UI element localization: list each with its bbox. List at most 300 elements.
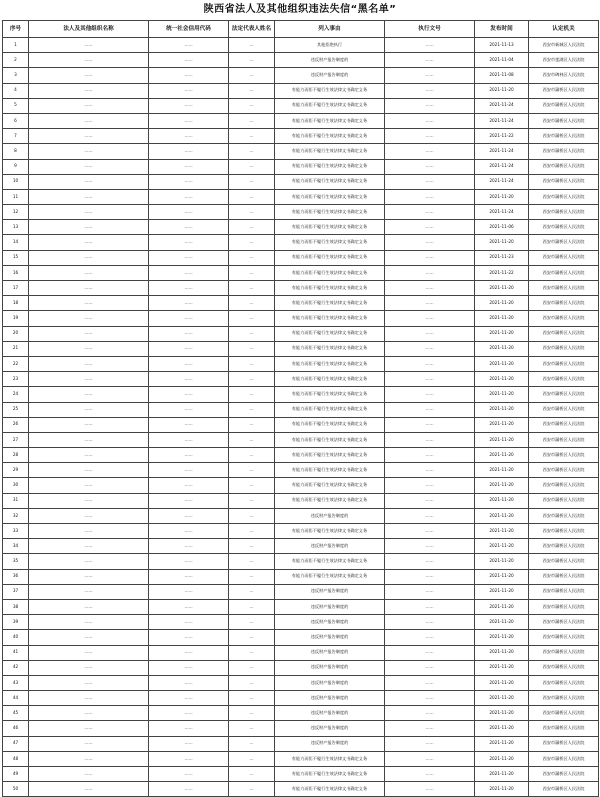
publish-date-cell: 2021-11-22 (475, 265, 529, 280)
row-number-cell: 29 (3, 463, 29, 478)
publish-date-cell: 2021-11-06 (475, 220, 529, 235)
credit-code-cell: …… (149, 53, 229, 68)
authority-cell: 西安市灨桥区人民法院 (529, 83, 599, 98)
legal-rep-cell: … (229, 615, 275, 630)
legal-rep-cell: … (229, 508, 275, 523)
document-number-cell: …… (385, 751, 475, 766)
table-row (3, 250, 599, 265)
table-row (3, 615, 599, 630)
table-row (3, 68, 599, 83)
organization-name-cell: …… (29, 478, 149, 493)
credit-code-cell: …… (149, 68, 229, 83)
row-number-cell: 50 (3, 782, 29, 797)
publish-date-cell: 2021-11-20 (475, 736, 529, 751)
row-number-cell: 14 (3, 235, 29, 250)
legal-rep-cell: … (229, 569, 275, 584)
publish-date-cell: 2021-11-20 (475, 326, 529, 341)
document-number-cell: …… (385, 493, 475, 508)
organization-name-cell: …… (29, 68, 149, 83)
reason-cell: 违反财产报告制度的 (275, 630, 385, 645)
document-number-cell: …… (385, 98, 475, 113)
table-row (3, 83, 599, 98)
credit-code-cell: …… (149, 387, 229, 402)
authority-cell: 西安市灨桥区人民法院 (529, 569, 599, 584)
row-number-cell: 11 (3, 189, 29, 204)
credit-code-cell: …… (149, 356, 229, 371)
credit-code-cell: …… (149, 235, 229, 250)
publish-date-cell: 2021-11-20 (475, 432, 529, 447)
organization-name-cell: …… (29, 736, 149, 751)
table-header-row (3, 21, 599, 38)
table-row (3, 113, 599, 128)
row-number-cell: 8 (3, 144, 29, 159)
row-number-cell: 44 (3, 691, 29, 706)
row-number-cell: 12 (3, 205, 29, 220)
page-title: 陕西省法人及其他组织违法失信“黑名单” (203, 4, 397, 15)
organization-name-cell: …… (29, 432, 149, 447)
organization-name-cell: …… (29, 341, 149, 356)
table-row (3, 281, 599, 296)
credit-code-cell: …… (149, 326, 229, 341)
authority-cell: 西安市新城区人民法院 (529, 38, 599, 53)
table-row (3, 205, 599, 220)
reason-cell: 有能力而拒不履行生效法律文书确定义务 (275, 250, 385, 265)
publish-date-cell: 2021-11-20 (475, 767, 529, 782)
reason-cell: 违反财产报告制度的 (275, 706, 385, 721)
authority-cell: 西安市灨桥区人民法院 (529, 281, 599, 296)
credit-code-cell: …… (149, 205, 229, 220)
table-row (3, 782, 599, 797)
credit-code-cell: …… (149, 630, 229, 645)
reason-cell: 违反财产报告制度的 (275, 599, 385, 614)
legal-rep-cell: … (229, 265, 275, 280)
credit-code-cell: …… (149, 83, 229, 98)
reason-cell: 有能力而拒不履行生效法律文书确定义务 (275, 448, 385, 463)
legal-rep-cell: … (229, 174, 275, 189)
publish-date-cell: 2021-11-20 (475, 448, 529, 463)
credit-code-cell: …… (149, 448, 229, 463)
legal-rep-cell: … (229, 493, 275, 508)
table-row (3, 478, 599, 493)
authority-cell: 西安市灨桥区人民法院 (529, 326, 599, 341)
table-row (3, 189, 599, 204)
table-row (3, 265, 599, 280)
row-number-cell: 31 (3, 493, 29, 508)
legal-rep-cell: … (229, 205, 275, 220)
organization-name-cell: …… (29, 311, 149, 326)
row-number-cell: 27 (3, 432, 29, 447)
legal-rep-cell: … (229, 736, 275, 751)
publish-date-cell: 2021-11-20 (475, 189, 529, 204)
authority-cell: 西安市灨桥区人民法院 (529, 645, 599, 660)
table-row (3, 372, 599, 387)
document-number-cell: …… (385, 463, 475, 478)
organization-name-cell: …… (29, 220, 149, 235)
document-number-cell: …… (385, 235, 475, 250)
row-number-cell: 7 (3, 129, 29, 144)
legal-rep-cell: … (229, 463, 275, 478)
publish-date-cell: 2021-11-20 (475, 721, 529, 736)
row-number-cell: 22 (3, 356, 29, 371)
publish-date-cell: 2021-11-22 (475, 129, 529, 144)
publish-date-cell: 2021-11-20 (475, 675, 529, 690)
organization-name-cell: …… (29, 751, 149, 766)
table-row (3, 448, 599, 463)
reason-cell: 有能力而拒不履行生效法律文书确定义务 (275, 372, 385, 387)
authority-cell: 西安市灨桥区人民法院 (529, 782, 599, 797)
document-number-cell: …… (385, 478, 475, 493)
organization-name-cell: …… (29, 356, 149, 371)
reason-cell: 有能力而拒不履行生效法律文书确定义务 (275, 296, 385, 311)
authority-cell: 西安市灨桥区人民法院 (529, 660, 599, 675)
row-number-cell: 35 (3, 554, 29, 569)
organization-name-cell: …… (29, 53, 149, 68)
document-number-cell: …… (385, 68, 475, 83)
table-row (3, 721, 599, 736)
row-number-cell: 46 (3, 721, 29, 736)
legal-rep-cell: … (229, 53, 275, 68)
document-number-cell: …… (385, 326, 475, 341)
table-row (3, 235, 599, 250)
row-number-cell: 45 (3, 706, 29, 721)
row-number-cell: 16 (3, 265, 29, 280)
row-number-cell: 9 (3, 159, 29, 174)
document-number-cell: …… (385, 554, 475, 569)
table-row (3, 599, 599, 614)
legal-rep-cell: … (229, 721, 275, 736)
publish-date-cell: 2021-11-20 (475, 660, 529, 675)
organization-name-cell: …… (29, 524, 149, 539)
reason-cell: 其他拒绝执行 (275, 38, 385, 53)
credit-code-cell: …… (149, 174, 229, 189)
table-row (3, 463, 599, 478)
reason-cell: 有能力而拒不履行生效法律文书确定义务 (275, 144, 385, 159)
document-number-cell: …… (385, 83, 475, 98)
table-row (3, 402, 599, 417)
credit-code-cell: …… (149, 493, 229, 508)
legal-rep-cell: … (229, 68, 275, 83)
reason-cell: 有能力而拒不履行生效法律文书确定义务 (275, 767, 385, 782)
organization-name-cell: …… (29, 402, 149, 417)
publish-date-cell: 2021-11-20 (475, 691, 529, 706)
credit-code-cell: …… (149, 159, 229, 174)
organization-name-cell: …… (29, 584, 149, 599)
reason-cell: 违反财产报告制度的 (275, 645, 385, 660)
reason-cell: 有能力而拒不履行生效法律文书确定义务 (275, 83, 385, 98)
reason-cell: 有能力而拒不履行生效法律文书确定义务 (275, 341, 385, 356)
document-number-cell: …… (385, 311, 475, 326)
publish-date-cell: 2021-11-20 (475, 782, 529, 797)
authority-cell: 西安市灨桥区人民法院 (529, 417, 599, 432)
document-number-cell: …… (385, 341, 475, 356)
legal-rep-cell: … (229, 432, 275, 447)
credit-code-cell: …… (149, 129, 229, 144)
reason-cell: 有能力而拒不履行生效法律文书确定义务 (275, 129, 385, 144)
reason-cell: 有能力而拒不履行生效法律文书确定义务 (275, 98, 385, 113)
organization-name-cell: …… (29, 83, 149, 98)
credit-code-cell: …… (149, 751, 229, 766)
legal-rep-cell: … (229, 417, 275, 432)
document-number-cell: …… (385, 615, 475, 630)
document-number-cell: …… (385, 174, 475, 189)
table-row (3, 539, 599, 554)
reason-cell: 有能力而拒不履行生效法律文书确定义务 (275, 463, 385, 478)
credit-code-cell: …… (149, 189, 229, 204)
publish-date-cell: 2021-11-20 (475, 569, 529, 584)
reason-cell: 有能力而拒不履行生效法律文书确定义务 (275, 265, 385, 280)
document-number-cell: …… (385, 129, 475, 144)
legal-rep-cell: … (229, 144, 275, 159)
document-number-cell: …… (385, 645, 475, 660)
row-number-cell: 40 (3, 630, 29, 645)
organization-name-cell: …… (29, 144, 149, 159)
reason-cell: 有能力而拒不履行生效法律文书确定义务 (275, 205, 385, 220)
authority-cell: 西安市灨桥区人民法院 (529, 463, 599, 478)
reason-cell: 有能力而拒不履行生效法律文书确定义务 (275, 402, 385, 417)
publish-date-cell: 2021-11-24 (475, 144, 529, 159)
publish-date-cell: 2021-11-20 (475, 630, 529, 645)
reason-cell: 有能力而拒不履行生效法律文书确定义务 (275, 493, 385, 508)
document-number-cell: …… (385, 630, 475, 645)
organization-name-cell: …… (29, 235, 149, 250)
organization-name-cell: …… (29, 205, 149, 220)
row-number-cell: 17 (3, 281, 29, 296)
organization-name-cell: …… (29, 645, 149, 660)
document-number-cell: …… (385, 38, 475, 53)
publish-date-cell: 2021-11-20 (475, 539, 529, 554)
row-number-cell: 34 (3, 539, 29, 554)
organization-name-cell: …… (29, 98, 149, 113)
organization-name-cell: …… (29, 660, 149, 675)
row-number-cell: 37 (3, 584, 29, 599)
row-number-cell: 42 (3, 660, 29, 675)
credit-code-cell: …… (149, 615, 229, 630)
reason-cell: 有能力而拒不履行生效法律文书确定义务 (275, 417, 385, 432)
column-header: 列入事由 (275, 21, 385, 38)
table-row (3, 220, 599, 235)
credit-code-cell: …… (149, 417, 229, 432)
row-number-cell: 10 (3, 174, 29, 189)
reason-cell: 有能力而拒不履行生效法律文书确定义务 (275, 432, 385, 447)
authority-cell: 西安市灨桥区人民法院 (529, 539, 599, 554)
table-row (3, 144, 599, 159)
authority-cell: 西安市灨桥区人民法院 (529, 235, 599, 250)
table-row (3, 630, 599, 645)
credit-code-cell: …… (149, 599, 229, 614)
reason-cell: 有能力而拒不履行生效法律文书确定义务 (275, 478, 385, 493)
publish-date-cell: 2021-11-20 (475, 706, 529, 721)
legal-rep-cell: … (229, 645, 275, 660)
reason-cell: 违反财产报告制度的 (275, 584, 385, 599)
authority-cell: 西安市灨桥区人民法院 (529, 767, 599, 782)
organization-name-cell: …… (29, 250, 149, 265)
publish-date-cell: 2021-11-20 (475, 402, 529, 417)
table-row (3, 311, 599, 326)
publish-date-cell: 2021-11-20 (475, 281, 529, 296)
organization-name-cell: …… (29, 113, 149, 128)
authority-cell: 西安市灨桥区人民法院 (529, 387, 599, 402)
authority-cell: 西安市灨桥区人民法院 (529, 675, 599, 690)
document-number-cell: …… (385, 205, 475, 220)
row-number-cell: 3 (3, 68, 29, 83)
row-number-cell: 2 (3, 53, 29, 68)
document-number-cell: …… (385, 296, 475, 311)
authority-cell: 西安市灨桥区人民法院 (529, 98, 599, 113)
organization-name-cell: …… (29, 174, 149, 189)
credit-code-cell: …… (149, 721, 229, 736)
reason-cell: 违反财产报告制度的 (275, 539, 385, 554)
authority-cell: 西安市灨桥区人民法院 (529, 478, 599, 493)
authority-cell: 西安市灨桥区人民法院 (529, 372, 599, 387)
authority-cell: 西安市灨桥区人民法院 (529, 159, 599, 174)
column-header: 序号 (3, 21, 29, 38)
authority-cell: 西安市灨桥区人民法院 (529, 341, 599, 356)
organization-name-cell: …… (29, 281, 149, 296)
organization-name-cell: …… (29, 691, 149, 706)
authority-cell: 西安市灨桥区人民法院 (529, 706, 599, 721)
document-number-cell: …… (385, 372, 475, 387)
row-number-cell: 23 (3, 372, 29, 387)
table-row (3, 767, 599, 782)
table-row (3, 341, 599, 356)
legal-rep-cell: … (229, 129, 275, 144)
publish-date-cell: 2021-11-20 (475, 83, 529, 98)
organization-name-cell: …… (29, 630, 149, 645)
legal-rep-cell: … (229, 296, 275, 311)
publish-date-cell: 2021-11-20 (475, 599, 529, 614)
credit-code-cell: …… (149, 782, 229, 797)
organization-name-cell: …… (29, 448, 149, 463)
legal-rep-cell: … (229, 83, 275, 98)
document-number-cell: …… (385, 189, 475, 204)
authority-cell: 西安市莲湖区人民法院 (529, 53, 599, 68)
credit-code-cell: …… (149, 554, 229, 569)
row-number-cell: 30 (3, 478, 29, 493)
table-row (3, 159, 599, 174)
table-row (3, 675, 599, 690)
credit-code-cell: …… (149, 144, 229, 159)
document-number-cell: …… (385, 721, 475, 736)
legal-rep-cell: … (229, 767, 275, 782)
legal-rep-cell: … (229, 387, 275, 402)
organization-name-cell: …… (29, 675, 149, 690)
table-row (3, 38, 599, 53)
document-number-cell: …… (385, 706, 475, 721)
organization-name-cell: …… (29, 767, 149, 782)
document-number-cell: …… (385, 736, 475, 751)
credit-code-cell: …… (149, 265, 229, 280)
credit-code-cell: …… (149, 645, 229, 660)
organization-name-cell: …… (29, 569, 149, 584)
table-row (3, 432, 599, 447)
reason-cell: 有能力而拒不履行生效法律文书确定义务 (275, 159, 385, 174)
legal-rep-cell: … (229, 675, 275, 690)
credit-code-cell: …… (149, 432, 229, 447)
credit-code-cell: …… (149, 524, 229, 539)
reason-cell: 有能力而拒不履行生效法律文书确定义务 (275, 220, 385, 235)
row-number-cell: 47 (3, 736, 29, 751)
credit-code-cell: …… (149, 402, 229, 417)
authority-cell: 西安市灨桥区人民法院 (529, 174, 599, 189)
document-number-cell: …… (385, 660, 475, 675)
authority-cell: 西安市灨桥区人民法院 (529, 402, 599, 417)
document-number-cell: …… (385, 539, 475, 554)
organization-name-cell: …… (29, 189, 149, 204)
row-number-cell: 24 (3, 387, 29, 402)
authority-cell: 西安市灨桥区人民法院 (529, 356, 599, 371)
row-number-cell: 36 (3, 569, 29, 584)
reason-cell: 违反财产报告制度的 (275, 721, 385, 736)
publish-date-cell: 2021-11-24 (475, 174, 529, 189)
publish-date-cell: 2021-11-20 (475, 296, 529, 311)
authority-cell: 西安市灨桥区人民法院 (529, 432, 599, 447)
reason-cell: 有能力而拒不履行生效法律文书确定义务 (275, 326, 385, 341)
reason-cell: 有能力而拒不履行生效法律文书确定义务 (275, 356, 385, 371)
credit-code-cell: …… (149, 675, 229, 690)
document-number-cell: …… (385, 220, 475, 235)
document-number-cell: …… (385, 144, 475, 159)
document-number-cell: …… (385, 250, 475, 265)
authority-cell: 西安市灨桥区人民法院 (529, 250, 599, 265)
legal-rep-cell: … (229, 782, 275, 797)
credit-code-cell: …… (149, 296, 229, 311)
authority-cell: 西安市灨桥区人民法院 (529, 691, 599, 706)
reason-cell: 违反财产报告制度的 (275, 660, 385, 675)
document-number-cell: …… (385, 356, 475, 371)
document-number-cell: …… (385, 767, 475, 782)
reason-cell: 有能力而拒不履行生效法律文书确定义务 (275, 189, 385, 204)
credit-code-cell: …… (149, 98, 229, 113)
credit-code-cell: …… (149, 584, 229, 599)
document-number-cell: …… (385, 448, 475, 463)
authority-cell: 西安市灨桥区人民法院 (529, 220, 599, 235)
row-number-cell: 38 (3, 599, 29, 614)
authority-cell: 西安市灨桥区人民法院 (529, 554, 599, 569)
legal-rep-cell: … (229, 326, 275, 341)
authority-cell: 西安市灨桥区人民法院 (529, 205, 599, 220)
column-header: 发布时间 (475, 21, 529, 38)
reason-cell: 违反财产报告制度的 (275, 68, 385, 83)
authority-cell: 西安市灨桥区人民法院 (529, 144, 599, 159)
reason-cell: 违反财产报告制度的 (275, 691, 385, 706)
authority-cell: 西安市灨桥区人民法院 (529, 113, 599, 128)
table-row (3, 326, 599, 341)
legal-rep-cell: … (229, 706, 275, 721)
table-row (3, 569, 599, 584)
document-number-cell: …… (385, 691, 475, 706)
organization-name-cell: …… (29, 721, 149, 736)
authority-cell: 西安市灨桥区人民法院 (529, 265, 599, 280)
row-number-cell: 32 (3, 508, 29, 523)
document-number-cell: …… (385, 417, 475, 432)
publish-date-cell: 2021-11-20 (475, 554, 529, 569)
table-row (3, 508, 599, 523)
table-row (3, 736, 599, 751)
publish-date-cell: 2021-11-20 (475, 387, 529, 402)
organization-name-cell: …… (29, 296, 149, 311)
credit-code-cell: …… (149, 311, 229, 326)
authority-cell: 西安市灨桥区人民法院 (529, 493, 599, 508)
table-row (3, 706, 599, 721)
organization-name-cell: …… (29, 159, 149, 174)
table-row (3, 751, 599, 766)
table-row (3, 645, 599, 660)
column-header: 法人及其他组织名称 (29, 21, 149, 38)
authority-cell: 西安市灨桥区人民法院 (529, 599, 599, 614)
legal-rep-cell: … (229, 189, 275, 204)
table-row (3, 660, 599, 675)
table-row (3, 174, 599, 189)
